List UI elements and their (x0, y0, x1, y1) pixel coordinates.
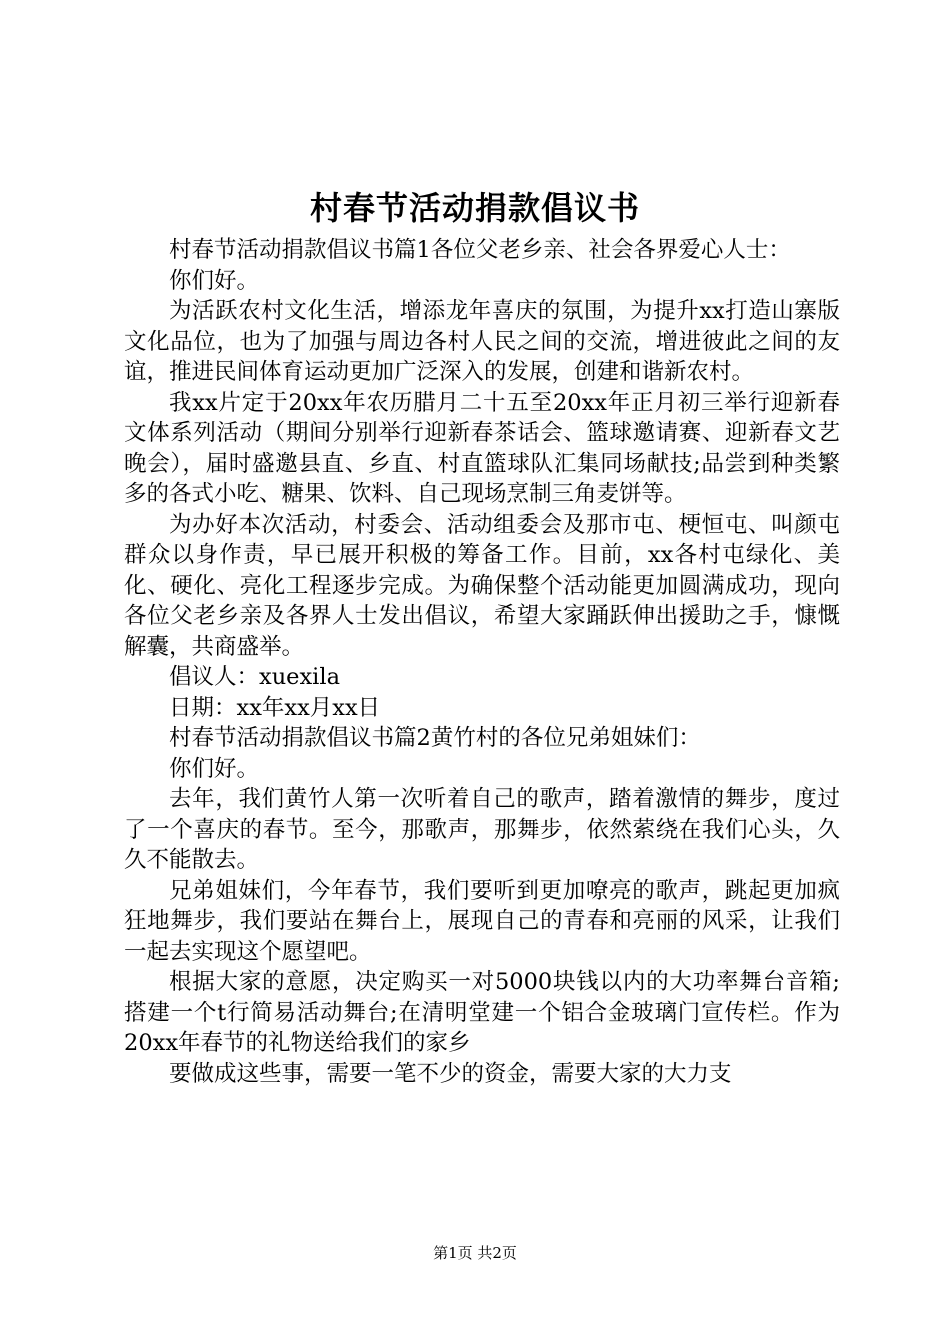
paragraph: 兄弟姐妹们，今年春节，我们要听到更加嘹亮的歌声，跳起更加疯狂地舞步，我们要站在舞台上，展现自己的青春和亮丽的风采，让我们一起去实现这个愿望吧。 (124, 877, 840, 965)
document-title: 村春节活动捐款倡议书 (309, 189, 640, 227)
paragraph: 村春节活动捐款倡议书篇1各位父老乡亲、社会各界爱心人士： (169, 237, 791, 263)
signatory-line: 倡议人：xuexila (169, 664, 340, 690)
paragraph: 村春节活动捐款倡议书篇2黄竹村的各位兄弟姐妹们： (169, 725, 701, 751)
paragraph: 你们好。 (169, 755, 260, 782)
paragraph: 根据大家的意愿，决定购买一对5000块钱以内的大功率舞台音箱;搭建一个t行简易活动舞台;在清明堂建一个铝合金玻璃门宣传栏。作为20xx年春节的礼物送给我们的家乡 (124, 969, 840, 1056)
paragraph: 去年，我们黄竹人第一次听着自己的歌声，踏着激情的舞步，度过了一个喜庆的春节。至今，那歌声，那舞步，依然萦绕在我们心头，久久不能散去。 (124, 786, 840, 873)
page-number-footer: 第1页 共2页 (433, 1244, 517, 1262)
document-body (124, 235, 840, 1089)
paragraph: 为办好本次活动，村委会、活动组委会及那市屯、梗恒屯、叫颜屯群众以身作责，早已展开积极的筹备工作。目前，xx各村屯绿化、美化、硬化、亮化工程逐步完成。为确保整个活动能更加圆满成功，现向各位父老乡亲及各界人士发出倡议，希望大家踊跃伸出援助之手，慷慨解囊，共商盛举。 (124, 511, 840, 660)
paragraph: 为活跃农村文化生活，增添龙年喜庆的氛围，为提升xx打造山寨版文化品位，也为了加强与周边各村人民之间的交流，增进彼此之间的友谊，推进民间体育运动更加广泛深入的发展，创建和谐新农村。 (124, 298, 840, 385)
date-line: 日期：xx年xx月xx日 (169, 694, 381, 721)
paragraph: 要做成这些事，需要一笔不少的资金，需要大家的大力支 (169, 1060, 732, 1087)
paragraph: 我xx片定于20xx年农历腊月二十五至20xx年正月初三举行迎新春文体系列活动（期间分别举行迎新春茶话会、篮球邀请赛、迎新春文艺晚会），届时盛邀县直、乡直、村直篮球队汇集同场献技;品尝到种类繁多的各式小吃、糖果、饮料、自己现场烹制三角麦饼等。 (124, 389, 840, 507)
paragraph: 你们好。 (169, 267, 260, 294)
